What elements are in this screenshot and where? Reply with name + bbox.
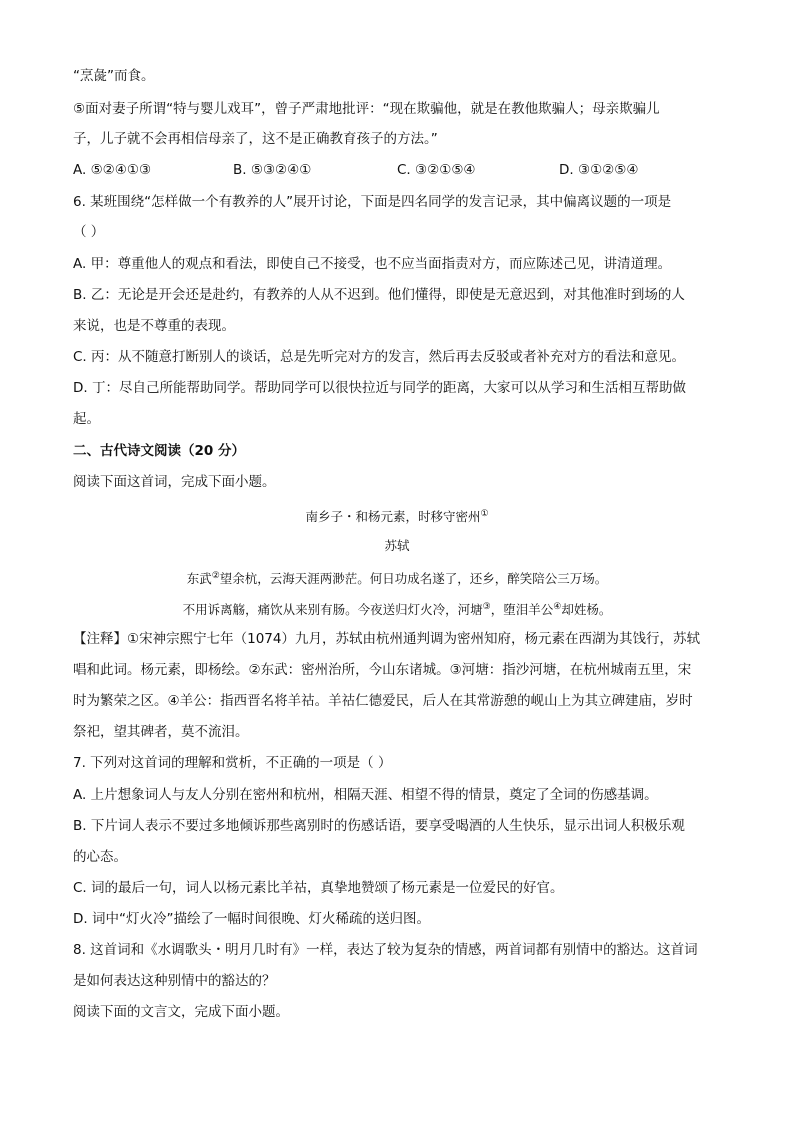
option-b: B. ⑤③②④① — [233, 162, 312, 178]
annotation: 时为繁荣之区。④羊公：指西晋名将羊祜。羊祜仁德爱民，后人在其常游憩的岘山上为其立碑建庙，岁时 — [73, 693, 693, 709]
option-b: B. 下片词人表示不要过多地倾诉那些离别时的伤感话语，要享受喝酒的人生快乐，显示出词人积极乐观 — [73, 818, 685, 834]
option-a: A. ⑤②④①③ — [73, 162, 152, 178]
option-c: C. 词的最后一句，词人以杨元素比羊祜，真挚地赞颂了杨元素是一位爱民的好官。 — [73, 880, 564, 896]
instruction: 阅读下面这首词，完成下面小题。 — [73, 474, 276, 490]
option-a: A. 甲：尊重他人的观点和看法，即使自己不接受，也不应当面指责对方，而应陈述己见，讲清道理。 — [73, 256, 672, 272]
answer-blank: （ ） — [73, 224, 105, 240]
footnote-mark: ④ — [553, 602, 562, 612]
poem-title — [0, 504, 794, 527]
question-8: 8. 这首词和《水调歌头・明月几时有》一样，表达了较为复杂的情感，两首词都有别情中的豁达。这首词 — [73, 942, 698, 958]
instruction: 阅读下面的文言文，完成下面小题。 — [73, 1004, 289, 1020]
text-line: 子，儿子就不会再相信母亲了，这不是正确教育孩子的方法。” — [73, 131, 438, 147]
option-b-cont: 来说，也是不尊重的表现。 — [73, 318, 235, 334]
footnote-mark: ③ — [482, 602, 491, 612]
question-7: 7. 下列对这首词的理解和赏析，不正确的一项是（ ） — [73, 755, 392, 771]
poem-line-part: 不用诉离觞，痛饮从来别有肠。今夜送归灯火冷，河塘 — [182, 602, 483, 618]
poem-line — [0, 566, 794, 589]
option-d: D. 词中“灯火冷”描绘了一幅时间很晚、灯火稀疏的送归图。 — [73, 911, 430, 927]
poem-line-part: 东武 — [186, 571, 212, 587]
option-d: D. ③①②⑤④ — [559, 162, 639, 178]
annotation: 【注释】①宋神宗熙宁七年（1074）九月，苏轼由杭州通判调为密州知府，杨元素在西湖为其饯行，苏轼 — [73, 631, 700, 647]
poem-line — [0, 597, 794, 620]
option-b: B. 乙：无论是开会还是赴约，有教养的人从不迟到。他们懂得，即使是无意迟到，对其他准时到场的人 — [73, 287, 685, 303]
poem-line-part: ，堕泪羊公 — [490, 602, 554, 618]
option-c: C. ③②①⑤④ — [397, 162, 476, 178]
poem-line-part: 却姓杨。 — [561, 602, 612, 618]
annotation: 祭祀，望其碑者，莫不流泪。 — [73, 724, 249, 740]
text-line: ⑤面对妻子所谓“特与婴儿戏耳”，曾子严肃地批评：“现在欺骗他，就是在教他欺骗人；母亲欺骗儿 — [73, 101, 660, 117]
question-6: 6. 某班围绕“怎样做一个有教养的人”展开讨论，下面是四名同学的发言记录，其中偏离议题的一项是 — [73, 194, 672, 210]
poem-line-part: 望余杭，云海天涯两渺茫。何日功成名遂了，还乡，醉笑陪公三万场。 — [219, 571, 608, 587]
text-line: “烹彘”而食。 — [73, 68, 155, 84]
option-c: C. 丙：从不随意打断别人的谈话，总是先听完对方的发言，然后再去反驳或者补充对方的看法和意见。 — [73, 349, 686, 365]
footnote-mark: ① — [480, 509, 489, 519]
option-d: D. 丁：尽自己所能帮助同学。帮助同学可以很快拉近与同学的距离，大家可以从学习和生活相互帮助做 — [73, 380, 686, 396]
poem-title-text: 南乡子・和杨元素，时移守密州 — [305, 509, 481, 525]
option-d-cont: 起。 — [73, 411, 100, 427]
poem-author: 苏轼 — [384, 538, 410, 553]
option-a: A. 上片想象词人与友人分别在密州和杭州，相隔天涯、相望不得的情景，奠定了全词的伤感基调。 — [73, 787, 658, 803]
question-8-cont: 是如何表达这种别情中的豁达的？ — [73, 973, 276, 989]
option-b-cont: 的心态。 — [73, 849, 127, 865]
footnote-mark: ② — [211, 571, 220, 581]
annotation: 唱和此词。杨元素，即杨绘。②东武：密州治所，今山东诸城。③河塘：指沙河塘，在杭州城南五里，宋 — [73, 662, 692, 678]
section-heading: 二、古代诗文阅读（20 分） — [73, 443, 245, 459]
